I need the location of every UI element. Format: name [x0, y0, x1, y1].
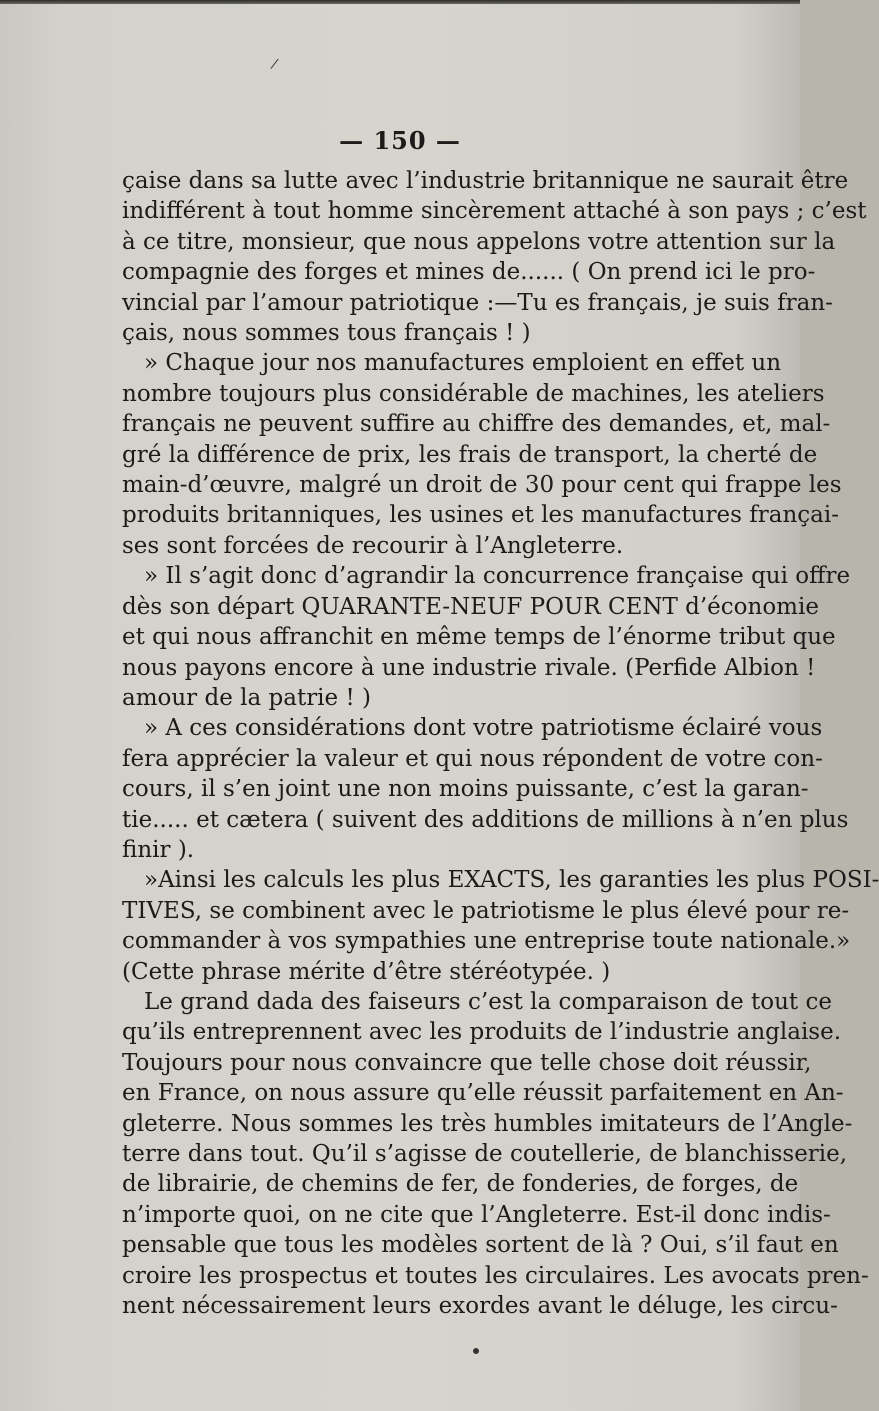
text-line: çais, nous sommes tous français ! )	[122, 320, 531, 347]
text-line: indifférent à tout homme sincèrement attaché à son pays ; c’est	[122, 198, 867, 225]
text-line: Le grand dada des faiseurs c’est la comparaison de tout ce	[144, 988, 832, 1015]
text-line: ses sont forcées de recourir à l’Angleterre.	[122, 532, 624, 559]
text-line: croire les prospectus et toutes les circulaires. Les avocats pren-	[122, 1262, 869, 1289]
text-line: n’importe quoi, on ne cite que l’Angleterre. Est-il donc indis-	[122, 1201, 831, 1228]
text-line: produits britanniques, les usines et les manufactures françai-	[122, 502, 840, 529]
text-line: français ne peuvent suffire au chiffre des demandes, et, mal-	[122, 411, 831, 438]
text-line: compagnie des forges et mines de...... ( On prend ici le pro-	[122, 259, 816, 286]
text-line: pensable que tous les modèles sortent de là ? Oui, s’il faut en	[122, 1232, 839, 1259]
text-line: » A ces considérations dont votre patriotisme éclairé vous	[144, 715, 823, 742]
text-line: nous payons encore à une industrie rivale. (Perfide Albion !	[122, 654, 816, 681]
text-line: commander à vos sympathies une entreprise toute nationale.»	[122, 928, 851, 955]
text-line: gleterre. Nous sommes les très humbles imitateurs de l’Angle-	[122, 1110, 853, 1137]
text-line: fera apprécier la valeur et qui nous répondent de votre con-	[122, 745, 823, 772]
ink-dot	[473, 1348, 479, 1354]
text-line: » Il s’agit donc d’agrandir la concurrence française qui offre	[144, 563, 851, 590]
text-line: qu’ils entreprennent avec les produits de l’industrie anglaise.	[122, 1019, 842, 1046]
ink-mark: /	[269, 56, 280, 73]
text-line: dès son départ QUARANTE-NEUF POUR CENT d’économie	[122, 593, 819, 620]
text-line: Toujours pour nous convaincre que telle chose doit réussir,	[122, 1049, 812, 1076]
text-line: » Chaque jour nos manufactures emploient en effet un	[144, 350, 782, 377]
page-number: — 150 —	[339, 126, 461, 155]
text-line: TIVES, se combinent avec le patriotisme le plus élevé pour re-	[122, 897, 850, 924]
text-line: amour de la patrie ! )	[122, 684, 371, 711]
text-line: cours, il s’en joint une non moins puissante, c’est la garan-	[122, 776, 809, 803]
text-line: et qui nous affranchit en même temps de l’énorme tribut que	[122, 624, 836, 651]
text-line: (Cette phrase mérite d’être stéréotypée. )	[122, 958, 611, 985]
text-line: main-d’œuvre, malgré un droit de 30 pour cent qui frappe les	[122, 472, 842, 499]
text-line: çaise dans sa lutte avec l’industrie britannique ne saurait être	[122, 168, 849, 194]
text-line: tie..... et cætera ( suivent des additions de millions à n’en plus	[122, 806, 849, 833]
text-line: nent nécessairement leurs exordes avant le déluge, les circu-	[122, 1293, 838, 1320]
text-line: nombre toujours plus considérable de machines, les ateliers	[122, 380, 825, 407]
text-line: gré la différence de prix, les frais de transport, la cherté de	[122, 441, 818, 468]
top-edge	[0, 0, 800, 4]
text-line: »Ainsi les calculs les plus EXACTS, les garanties les plus POSI-	[144, 867, 879, 894]
text-line: à ce titre, monsieur, que nous appelons votre attention sur la	[122, 228, 836, 255]
text-line: vincial par l’amour patriotique :—Tu es français, je suis fran-	[122, 289, 833, 316]
text-line: en France, on nous assure qu’elle réussit parfaitement en An-	[122, 1080, 844, 1107]
body-text	[122, 166, 879, 1321]
text-line: terre dans tout. Qu’il s’agisse de coutellerie, de blanchisserie,	[122, 1141, 848, 1167]
text-line: de librairie, de chemins de fer, de fonderies, de forges, de	[122, 1171, 799, 1198]
text-line: finir ).	[122, 836, 195, 863]
